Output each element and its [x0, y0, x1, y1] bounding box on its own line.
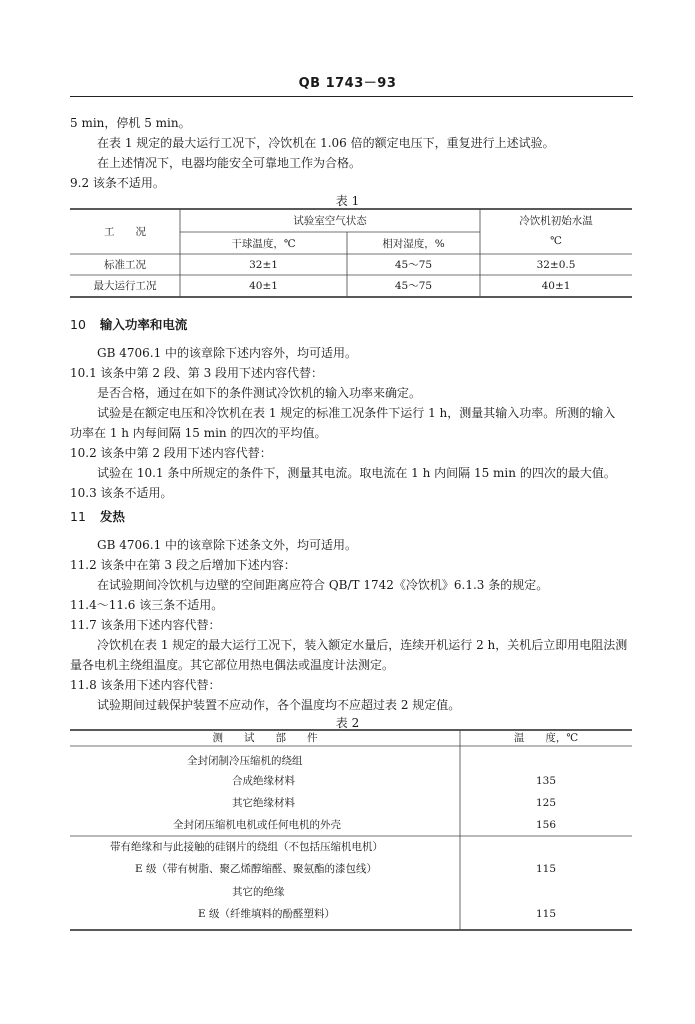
table1-header-water-unit: ℃ — [550, 235, 562, 247]
standard-code-header: QB 1743－93 — [298, 76, 397, 91]
text-line: 冷饮机在表 1 规定的最大运行工况下，装入额定水量后，连续开机运行 2 h，关机后立即用电阻法测 — [97, 638, 628, 652]
clause-11-8: 11.8 该条用下述内容代替： — [70, 678, 221, 692]
table1-header-rh: 相对湿度，% — [382, 238, 445, 250]
clause-10-3: 10.3 该条不适用。 — [70, 486, 173, 500]
table1-header-condition: 工 况 — [104, 226, 146, 238]
table1-row2-water: 40±1 — [541, 280, 571, 292]
section-number: 10 — [70, 317, 86, 332]
text-line: 试验是在额定电压和冷饮机在表 1 规定的标准工况条件下运行 1 h，测量其输入功率。所测的输入 — [97, 406, 616, 420]
clause-10-2: 10.2 该条中第 2 段用下述内容代替： — [70, 446, 272, 460]
table2-row-temp: 125 — [535, 797, 557, 809]
table2-row-part: 其它绝缘材料 — [232, 797, 295, 809]
clause-11-2: 11.2 该条中在第 3 段之后增加下述内容： — [70, 558, 296, 572]
table2-row-part: E 级（纤维填料的酚醛塑料） — [198, 908, 336, 920]
text-line: 是否合格，通过在如下的条件测试冷饮机的输入功率来确定。 — [97, 386, 422, 400]
table1-row2-rh: 45～75 — [394, 280, 433, 292]
table1-header-dry-bulb: 干球温度，℃ — [231, 238, 296, 250]
text-line: 试验在 10.1 条中所规定的条件下，测量其电流。取电流在 1 h 内间隔 15 min 的四次的最大值。 — [97, 466, 616, 480]
table2-row-temp: 115 — [535, 863, 557, 875]
text-line: 在试验期间冷饮机与边壁的空间距离应符合 QB/T 1742《冷饮机》6.1.3 条的规定。 — [97, 578, 549, 592]
table2-row-temp: 156 — [535, 819, 557, 831]
text-line: 量各电机主绕组温度。其它部位用热电偶法或温度计法测定。 — [70, 658, 395, 672]
text-line: 在上述情况下，电器均能安全可靠地工作为合格。 — [97, 156, 362, 170]
table1-row2-condition: 最大运行工况 — [93, 280, 157, 292]
table1-header-test-air: 试验室空气状态 — [293, 215, 367, 227]
text-line: 在表 1 规定的最大运行工况下，冷饮机在 1.06 倍的额定电压下，重复进行上述试验。 — [97, 136, 555, 150]
table2-row-part: E 级（带有树脂、聚乙烯醇缩醛、聚氨酯的漆包线） — [135, 863, 378, 875]
section-number: 11 — [70, 509, 86, 524]
table1-row1-water: 32±0.5 — [536, 259, 576, 271]
table2-row-part: 带有绝缘和与此接触的硅钢片的绕组（不包括压缩机电机） — [110, 841, 383, 853]
text-line: 功率在 1 h 内每间隔 15 min 的四次的平均值。 — [70, 426, 327, 440]
table2-row-temp: 135 — [535, 775, 557, 787]
table1-caption: 表 1 — [335, 194, 360, 208]
section-title: 输入功率和电流 — [99, 317, 188, 332]
table1-row1-dry: 32±1 — [249, 259, 278, 271]
text-line: 5 min，停机 5 min。 — [70, 116, 191, 130]
table2-row-part: 其它的绝缘 — [232, 886, 285, 898]
table2-row-temp: 115 — [535, 908, 557, 920]
table2-row-part: 全封闭制冷压缩机的绕组 — [187, 755, 303, 767]
clause-10-1: 10.1 该条中第 2 段、第 3 段用下述内容代替： — [70, 366, 324, 380]
table2-header-temp: 温 度，℃ — [513, 732, 579, 744]
table1-header-water-temp: 冷饮机初始水温 — [519, 215, 593, 227]
table2-row-part: 全封闭压缩机电机或任何电机的外壳 — [173, 819, 341, 831]
table1-row1-condition: 标准工况 — [104, 259, 146, 271]
clause-11-7: 11.7 该条用下述内容代替： — [70, 618, 221, 632]
text-line: 试验期间过载保护装置不应动作，各个温度均不应超过表 2 规定值。 — [97, 698, 461, 712]
table2-caption: 表 2 — [335, 716, 360, 730]
text-line: GB 4706.1 中的该章除下述条文外，均可适用。 — [97, 538, 358, 552]
table2-row-part: 合成绝缘材料 — [232, 775, 295, 787]
clause-11-4-11-6: 11.4～11.6 该三条不适用。 — [70, 598, 224, 612]
section-title: 发热 — [99, 509, 125, 524]
table1-row1-rh: 45～75 — [394, 259, 433, 271]
text-line: GB 4706.1 中的该章除下述内容外，均可适用。 — [97, 346, 358, 360]
clause-9-2: 9.2 该条不适用。 — [70, 176, 165, 190]
table2-header-part: 测 试 部 件 — [212, 732, 318, 744]
table1-row2-dry: 40±1 — [249, 280, 278, 292]
